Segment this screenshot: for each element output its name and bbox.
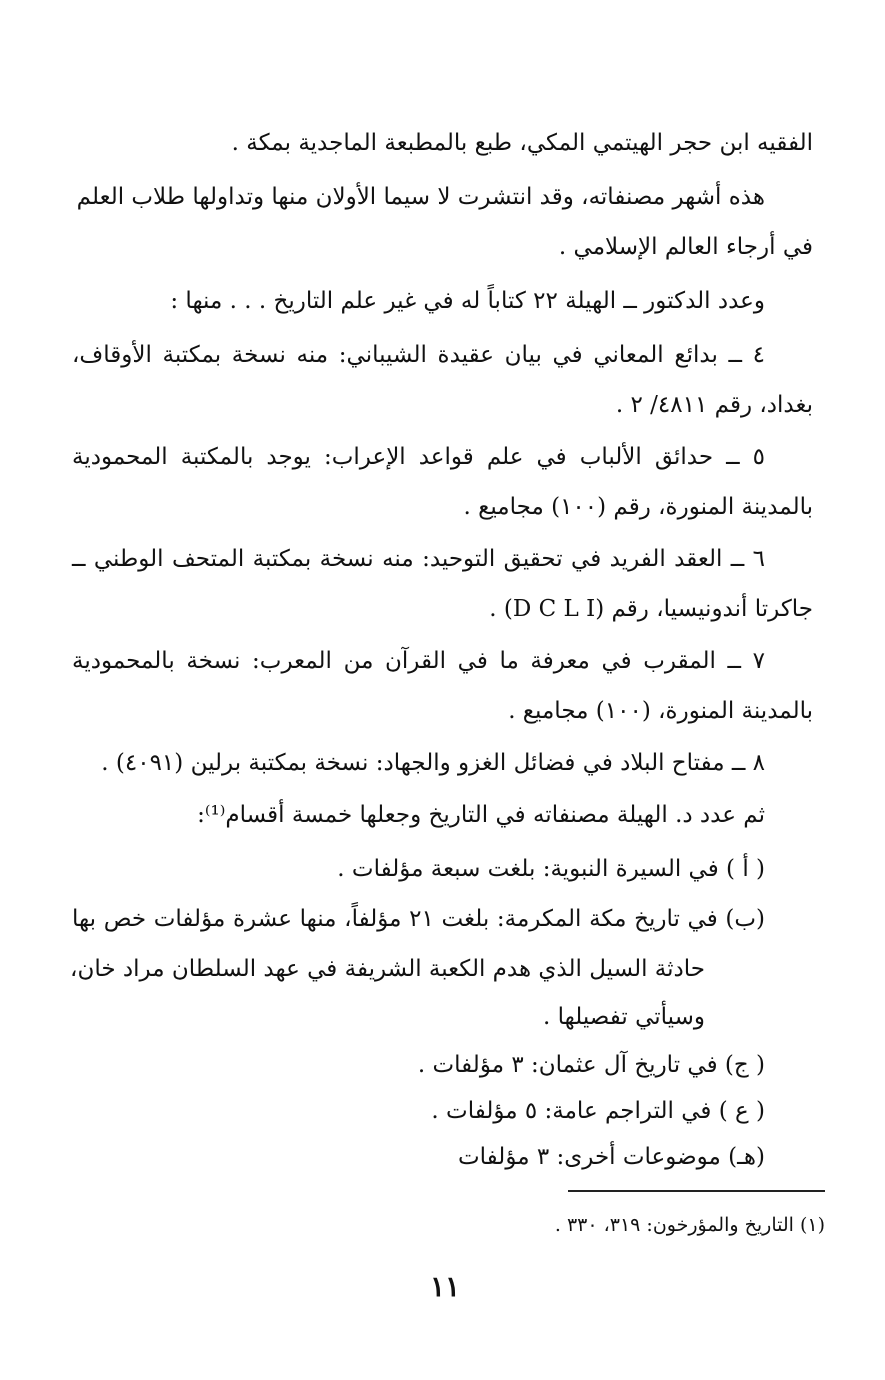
category-item: (هـ) موضوعات أخرى: ٣ مؤلفات	[458, 1144, 765, 1170]
category-item: وسيأتي تفصيلها .	[543, 1004, 705, 1030]
list-item: ٧ ــ المقرب في معرفة ما في القرآن من المعرب: نسخة بالمحمودية	[72, 648, 765, 674]
list-item: بالمدينة المنورة، (١٠٠) مجاميع .	[508, 698, 813, 724]
text-line: في أرجاء العالم الإسلامي .	[558, 234, 813, 260]
list-item: ٥ ــ حدائق الألباب في علم قواعد الإعراب: يوجد بالمكتبة المحمودية	[72, 444, 765, 470]
list-item: جاكرتا أندونيسيا، رقم (D C L I) .	[489, 596, 813, 622]
list-item: ٨ ــ مفتاح البلاد في فضائل الغزو والجهاد: نسخة بمكتبة برلين (٤٠٩١) .	[101, 750, 765, 776]
text-line: ثم عدد د. الهيلة مصنفاته في التاريخ وجعلها خمسة أقسام⁽¹⁾:	[197, 802, 765, 828]
page-number: ١١	[429, 1270, 461, 1303]
footnote: (١) التاريخ والمؤرخون: ٣١٩، ٣٣٠ .	[554, 1214, 825, 1236]
text-line: هذه أشهر مصنفاته، وقد انتشرت لا سيما الأولان منها وتداولها طلاب العلم	[76, 184, 765, 210]
category-item: حادثة السيل الذي هدم الكعبة الشريفة في عهد السلطان مراد خان،	[70, 956, 705, 982]
list-item: ٤ ــ بدائع المعاني في بيان عقيدة الشيباني: منه نسخة بمكتبة الأوقاف،	[72, 342, 765, 368]
text-line: الفقيه ابن حجر الهيتمي المكي، طبع بالمطبعة الماجدية بمكة .	[231, 130, 813, 156]
footnote-separator	[568, 1190, 825, 1192]
list-item: ٦ ــ العقد الفريد في تحقيق التوحيد: منه نسخة بمكتبة المتحف الوطني ــ	[72, 546, 765, 572]
list-item: بالمدينة المنورة، رقم (١٠٠) مجاميع .	[463, 494, 813, 520]
list-item: بغداد، رقم ٤٨١١/ ٢ .	[615, 392, 813, 418]
category-item: ( ج) في تاريخ آل عثمان: ٣ مؤلفات .	[417, 1052, 765, 1078]
text-line: وعدد الدكتور ــ الهيلة ٢٢ كتاباً له في غير علم التاريخ . . . منها :	[170, 288, 765, 314]
category-item: ( ع ) في التراجم عامة: ٥ مؤلفات .	[431, 1098, 765, 1124]
category-item: (ب) في تاريخ مكة المكرمة: بلغت ٢١ مؤلفاً، منها عشرة مؤلفات خص بها	[72, 906, 765, 932]
category-item: ( أ ) في السيرة النبوية: بلغت سبعة مؤلفات .	[337, 856, 765, 882]
